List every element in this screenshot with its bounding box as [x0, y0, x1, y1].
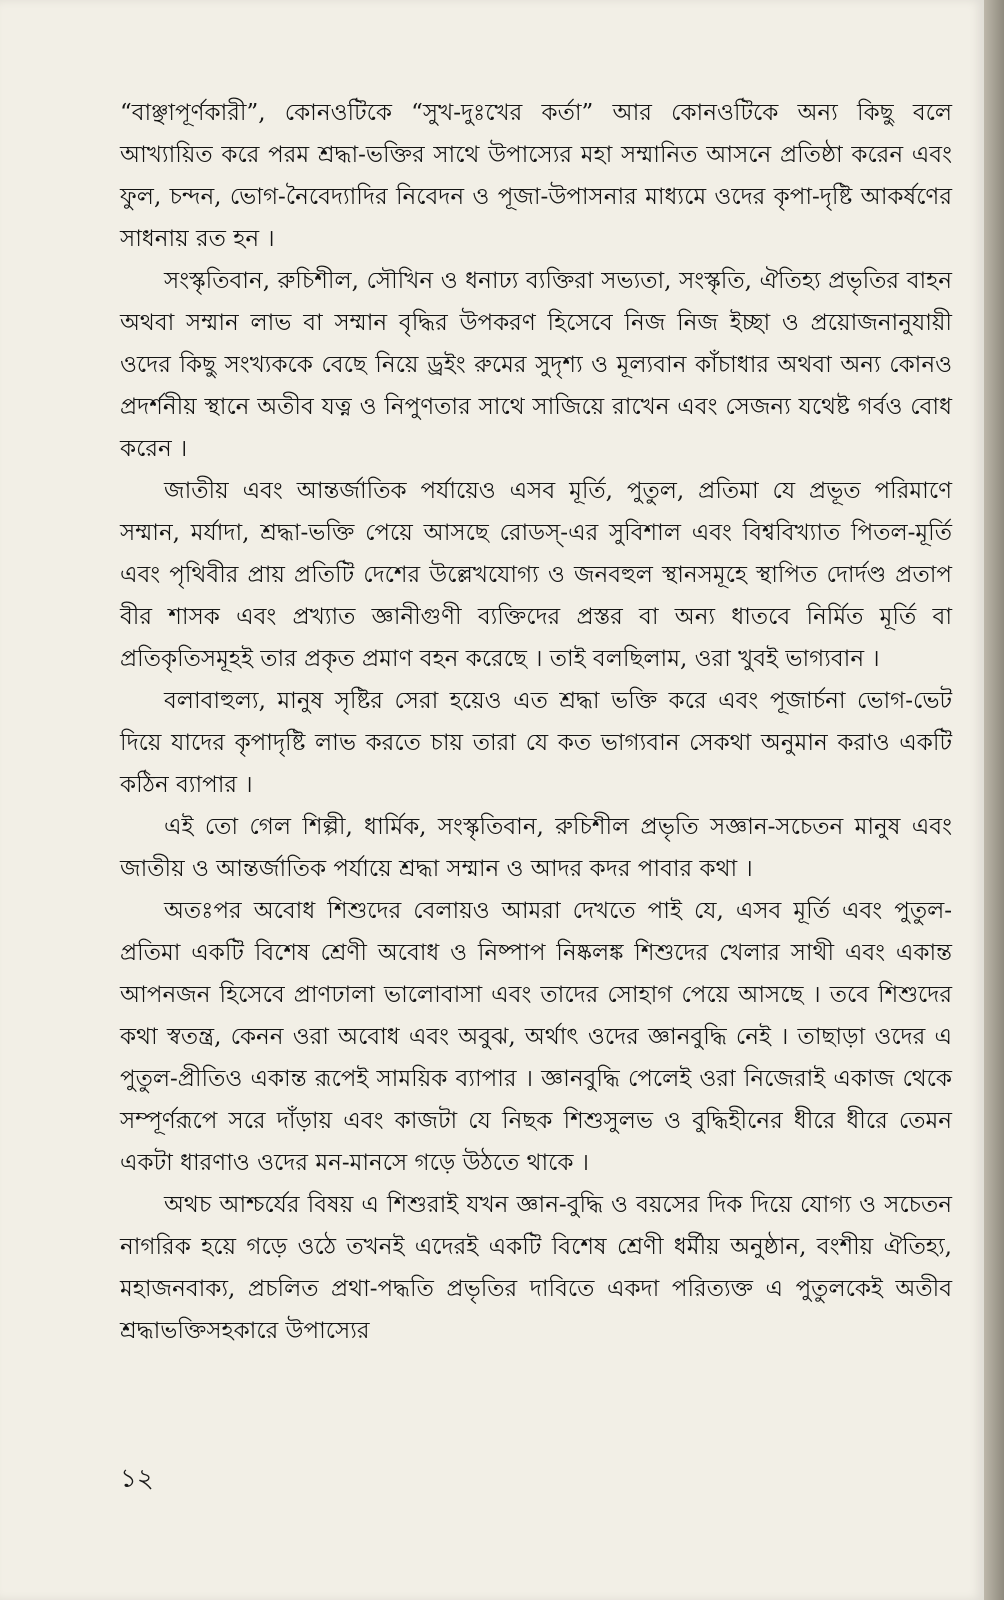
page-number: ১২ [120, 1464, 154, 1494]
paragraph-4: বলাবাহুল্য, মানুষ সৃষ্টির সেরা হয়েও এত শ্রদ্ধা ভক্তি করে এবং পূজার্চনা ভোগ-ভেট দিয়ে যাদের কৃপাদৃষ্টি লাভ করতে চায় তারা যে কত ভাগ্যবান সেকথা অনুমান করাও একটি কঠিন ব্যাপার । [120, 688, 952, 798]
paragraph-1: “বাঞ্ছাপূর্ণকারী”, কোনওটিকে “সুখ-দুঃখের কর্তা” আর কোনওটিকে অন্য কিছু বলে আখ্যায়িত করে পরম শ্রদ্ধা-ভক্তির সাথে উপাস্যের মহা সম্মানিত আসনে প্রতিষ্ঠা করেন এবং ফুল, চন্দন, ভোগ-নৈবেদ্যাদির নিবেদন ও পূজা-উপাসনার মাধ্যমে ওদের কৃপা-দৃষ্টি আকর্ষণের সাধনায় রত হন । [120, 100, 952, 252]
paragraph-7: অথচ আশ্চর্যের বিষয় এ শিশুরাই যখন জ্ঞান-বুদ্ধি ও বয়সের দিক দিয়ে যোগ্য ও সচেতন নাগরিক হয়ে গড়ে ওঠে তখনই এদেরই একটি বিশেষ শ্রেণী ধর্মীয় অনুষ্ঠান, বংশীয় ঐতিহ্য, মহাজনবাক্য, প্রচলিত প্রথা-পদ্ধতি প্রভৃতির দাবিতে একদা পরিত্যক্ত এ পুতুলকেই অতীব শ্রদ্ধাভক্তিসহকারে উপাস্যের [120, 1192, 952, 1344]
book-spine-edge [984, 0, 1004, 1600]
paragraph-3: জাতীয় এবং আন্তর্জাতিক পর্যায়েও এসব মূর্তি, পুতুল, প্রতিমা যে প্রভূত পরিমাণে সম্মান, মর্যাদা, শ্রদ্ধা-ভক্তি পেয়ে আসছে রোডস্-এর সুবিশাল এবং বিশ্ববিখ্যাত পিতল-মূর্তি এবং পৃথিবীর প্রায় প্রতিটি দেশের উল্লেখযোগ্য ও জনবহুল স্থানসমূহে স্থাপিত দোর্দণ্ড প্রতাপ বীর শাসক এবং প্রখ্যাত জ্ঞানীগুণী ব্যক্তিদের প্রস্তর বা অন্য ধাতবে নির্মিত মূর্তি বা প্রতিকৃতিসমূহই তার প্রকৃত প্রমাণ বহন করেছে । তাই বলছিলাম, ওরা খুবই ভাগ্যবান । [120, 478, 952, 672]
paragraph-2: সংস্কৃতিবান, রুচিশীল, সৌখিন ও ধনাঢ্য ব্যক্তিরা সভ্যতা, সংস্কৃতি, ঐতিহ্য প্রভৃতির বাহন অথবা সম্মান লাভ বা সম্মান বৃদ্ধির উপকরণ হিসেবে নিজ নিজ ইচ্ছা ও প্রয়োজনানুযায়ী ওদের কিছু সংখ্যককে বেছে নিয়ে ড্রইং রুমের সুদৃশ্য ও মূল্যবান কাঁচাধার অথবা অন্য কোনও প্রদর্শনীয় স্থানে অতীব যত্ন ও নিপুণতার সাথে সাজিয়ে রাখেন এবং সেজন্য যথেষ্ট গর্বও বোধ করেন । [120, 268, 952, 462]
body-text [120, 92, 952, 1352]
paragraph-5: এই তো গেল শিল্পী, ধার্মিক, সংস্কৃতিবান, রুচিশীল প্রভৃতি সজ্ঞান-সচেতন মানুষ এবং জাতীয় ও আন্তর্জাতিক পর্যায়ে শ্রদ্ধা সম্মান ও আদর কদর পাবার কথা । [120, 814, 952, 882]
paragraph-6: অতঃপর অবোধ শিশুদের বেলায়ও আমরা দেখতে পাই যে, এসব মূর্তি এবং পুতুল-প্রতিমা একটি বিশেষ শ্রেণী অবোধ ও নিষ্পাপ নিষ্কলঙ্ক শিশুদের খেলার সাথী এবং একান্ত আপনজন হিসেবে প্রাণঢালা ভালোবাসা এবং তাদের সোহাগ পেয়ে আসছে । তবে শিশুদের কথা স্বতন্ত্র, কেনন ওরা অবোধ এবং অবুঝ, অর্থাৎ ওদের জ্ঞানবুদ্ধি নেই । তাছাড়া ওদের এ পুতুল-প্রীতিও একান্ত রূপেই সাময়িক ব্যাপার । জ্ঞানবুদ্ধি পেলেই ওরা নিজেরাই একাজ থেকে সম্পূর্ণরূপে সরে দাঁড়ায় এবং কাজটা যে নিছক শিশুসুলভ ও বুদ্ধিহীনের ধীরে ধীরে তেমন একটা ধারণাও ওদের মন-মানসে গড়ে উঠতে থাকে । [120, 898, 952, 1176]
